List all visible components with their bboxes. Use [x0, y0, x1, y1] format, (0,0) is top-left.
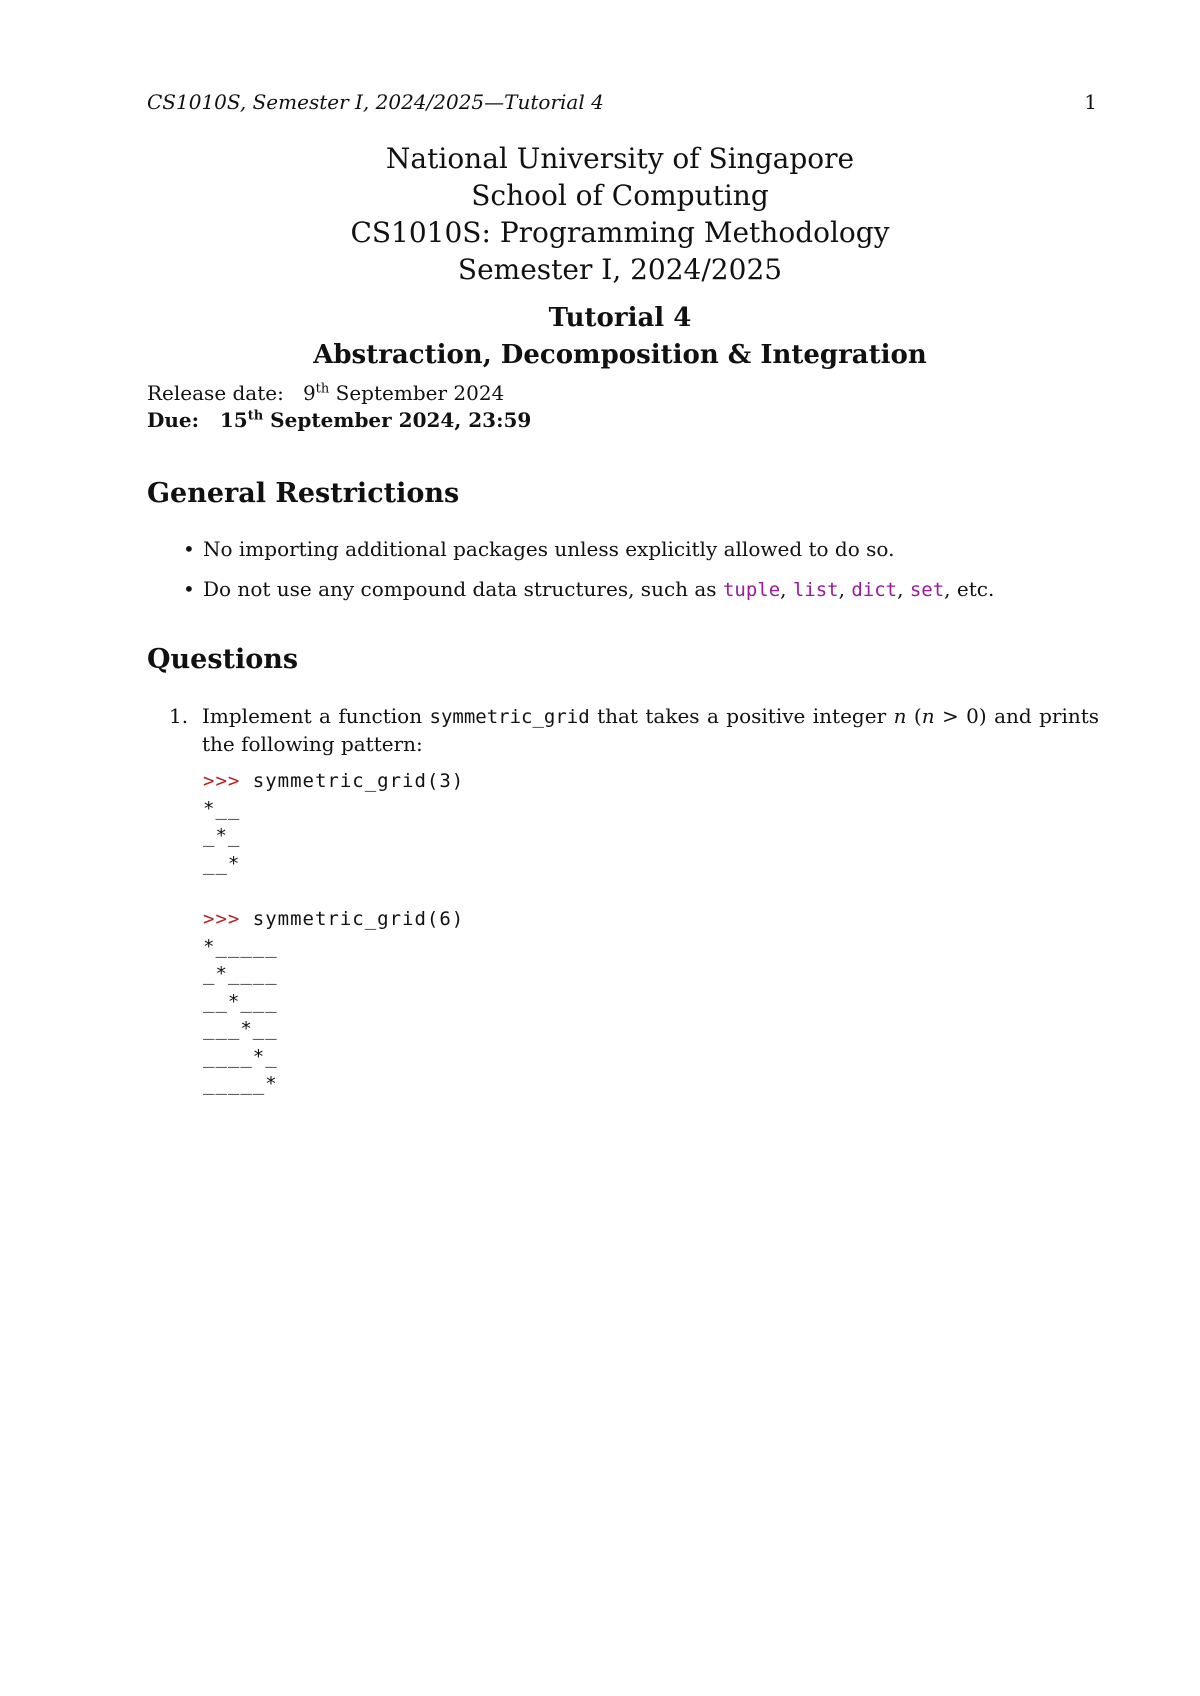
list-item: [183, 536, 994, 562]
release-day-suffix: th: [315, 381, 330, 397]
release-date: [147, 380, 531, 407]
repl-prompt: >>>: [203, 908, 241, 930]
code-example-2: [203, 906, 464, 1099]
bullet-icon: •: [183, 537, 195, 561]
bullet-icon: •: [183, 577, 195, 601]
restriction-text: No importing additional packages unless explicitly allowed to do so.: [203, 537, 895, 561]
repl-call: symmetric_grid(6): [252, 908, 465, 930]
tutorial-subtitle: Abstraction, Decomposition & Integration: [313, 340, 927, 370]
output-line: _____*: [203, 1073, 278, 1095]
page-number: 1: [1084, 90, 1097, 114]
variable-n: n: [893, 704, 907, 728]
due-rest: September 2024, 23:59: [270, 408, 532, 432]
repl-call: symmetric_grid(3): [252, 770, 465, 792]
due-date: [147, 407, 531, 434]
restrictions-list: [183, 536, 994, 617]
due-label: Due:: [147, 408, 199, 432]
output-line: _*____: [203, 963, 278, 985]
keyword-tuple: tuple: [722, 579, 781, 601]
school-name: School of Computing: [471, 179, 769, 212]
output-line: ___*__: [203, 1018, 278, 1040]
restriction-text: Do not use any compound data structures, such as: [203, 577, 717, 601]
output-line: *__: [203, 797, 241, 820]
tutorial-title: Tutorial 4: [548, 303, 692, 333]
code-example-1: [203, 768, 464, 878]
question-1: [169, 703, 1099, 758]
repl-prompt: >>>: [203, 770, 241, 792]
general-restrictions-heading: General Restrictions: [147, 478, 460, 509]
list-item: • Do not use any compound data structures, such as tuple, list, dict, set, etc.: [183, 577, 995, 601]
output-line: __*: [203, 852, 241, 875]
question-text: [202, 703, 1099, 758]
output-line: _*_: [203, 825, 241, 847]
variable-n: n: [921, 704, 935, 728]
due-day-suffix: th: [247, 408, 264, 424]
output-line: __*___: [203, 990, 278, 1013]
release-label: Release date:: [147, 381, 284, 405]
questions-heading: Questions: [147, 644, 299, 675]
course-name: CS1010S: Programming Methodology: [350, 216, 890, 249]
institution-name: National University of Singapore: [385, 142, 855, 175]
question-text-part: that takes a positive integer: [597, 704, 887, 728]
running-header: [147, 90, 1097, 114]
title-block: [0, 140, 1200, 374]
dates-block: [147, 380, 531, 434]
keyword-set: set: [909, 579, 945, 601]
question-text-part: (: [913, 704, 922, 728]
output-line: *_____: [203, 935, 278, 958]
running-title: CS1010S, Semester I, 2024/2025—Tutorial 4: [147, 90, 604, 114]
restriction-suffix: etc.: [956, 577, 995, 601]
output-line: ____*_: [203, 1045, 278, 1068]
release-rest: September 2024: [335, 381, 505, 405]
question-number: 1.: [169, 704, 189, 728]
keyword-list: list: [792, 579, 839, 601]
function-name: symmetric_grid: [429, 706, 590, 728]
semester: Semester I, 2024/2025: [457, 253, 783, 286]
release-day: 9: [302, 381, 316, 405]
question-text-part: Implement a function: [202, 704, 423, 728]
question-text-part: > 0) and prints the following pattern:: [202, 704, 1100, 756]
due-day: 15: [219, 408, 248, 432]
keyword-dict: dict: [851, 579, 898, 601]
